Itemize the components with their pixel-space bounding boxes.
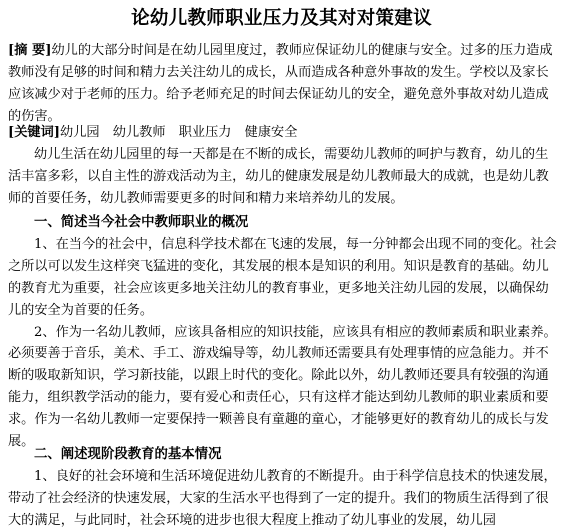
section-2-paragraph-1: 1、良好的社会环境和生活环境促进幼儿教育的不断提升。由于科学信息技术的快速发展，带动了社会经济的快速发展，大家的生活水平也得到了一定的提升。我们的物质生活得到了很大的满足，与此同时，社会环境的进步也很大程度上推动了幼儿事业的发展，幼儿园 [8,468,557,528]
keywords-label: [关键词] [8,125,61,140]
keywords-text: 幼儿园 幼儿教师 职业压力 健康安全 [60,125,298,140]
section-2 [8,444,558,532]
abstract-section [8,40,558,128]
abstract-paragraph [8,40,558,128]
section-1 [8,212,558,453]
section-1-heading: 一、简述当今社会中教师职业的概况 [34,215,249,230]
document-title: 论幼儿教师职业压力及其对对策建议 [131,8,432,29]
abstract-text: 幼儿的大部分时间是在幼儿园里度过，教师应保证幼儿的健康与安全。过多的压力造成教师没有足够的时间和精力去关注幼儿的成长，从而造成各种意外事故的发生。学校以及家长应该减少对于老师的压力。给予老师充足的时间去保证幼儿的安全，避免意外事故对幼儿造成的伤害。 [8,43,553,124]
section-2-heading: 二、阐述现阶段教育的基本情况 [34,447,222,462]
keywords-section [8,122,558,144]
section-1-paragraph-2: 2、作为一名幼儿教师，应该具备相应的知识技能，应该具有相应的教师素质和职业素养。必须要善于音乐，美术、手工、游戏编导等，幼儿教师还需要具有处理事情的应急能力。并不断的吸取新知识，学习新技能，以跟上时代的变化。除此以外，幼儿教师还要具有较强的沟通能力，组织教学活动的能力，要有爱心和责任心，只有这样才能达到幼儿教师的职业素质和要求。作为一名幼儿教师一定要保持一颗善良有童趣的童心，才能够更好的教育幼儿的成长与发展。 [8,324,557,450]
intro-paragraph: 幼儿生活在幼儿园里的每一天都是在不断的成长，需要幼儿教师的呵护与教育，幼儿的生活丰富多彩，以自主性的游戏活动为主，幼儿的健康发展是幼儿教师最大的成就，也是幼儿教师的首要任务，幼儿教师需要更多的时间和精力来培养幼儿的发展。 [8,147,549,206]
section-1-paragraph-1: 1、在当今的社会中，信息科学技术都在飞速的发展，每一分钟都会出现不同的变化。社会之所以可以发生这样突飞猛进的变化，其发展的根本是知识的利用。知识是教育的基础。幼儿的教育尤为重要，社会应该更多地关注幼儿的教育事业，更多地关注幼儿园的发展，以确保幼儿的安全为首要的任务。 [8,236,557,318]
keywords-paragraph [8,122,558,144]
intro-section [8,144,558,210]
abstract-label: [摘 要] [8,43,52,58]
